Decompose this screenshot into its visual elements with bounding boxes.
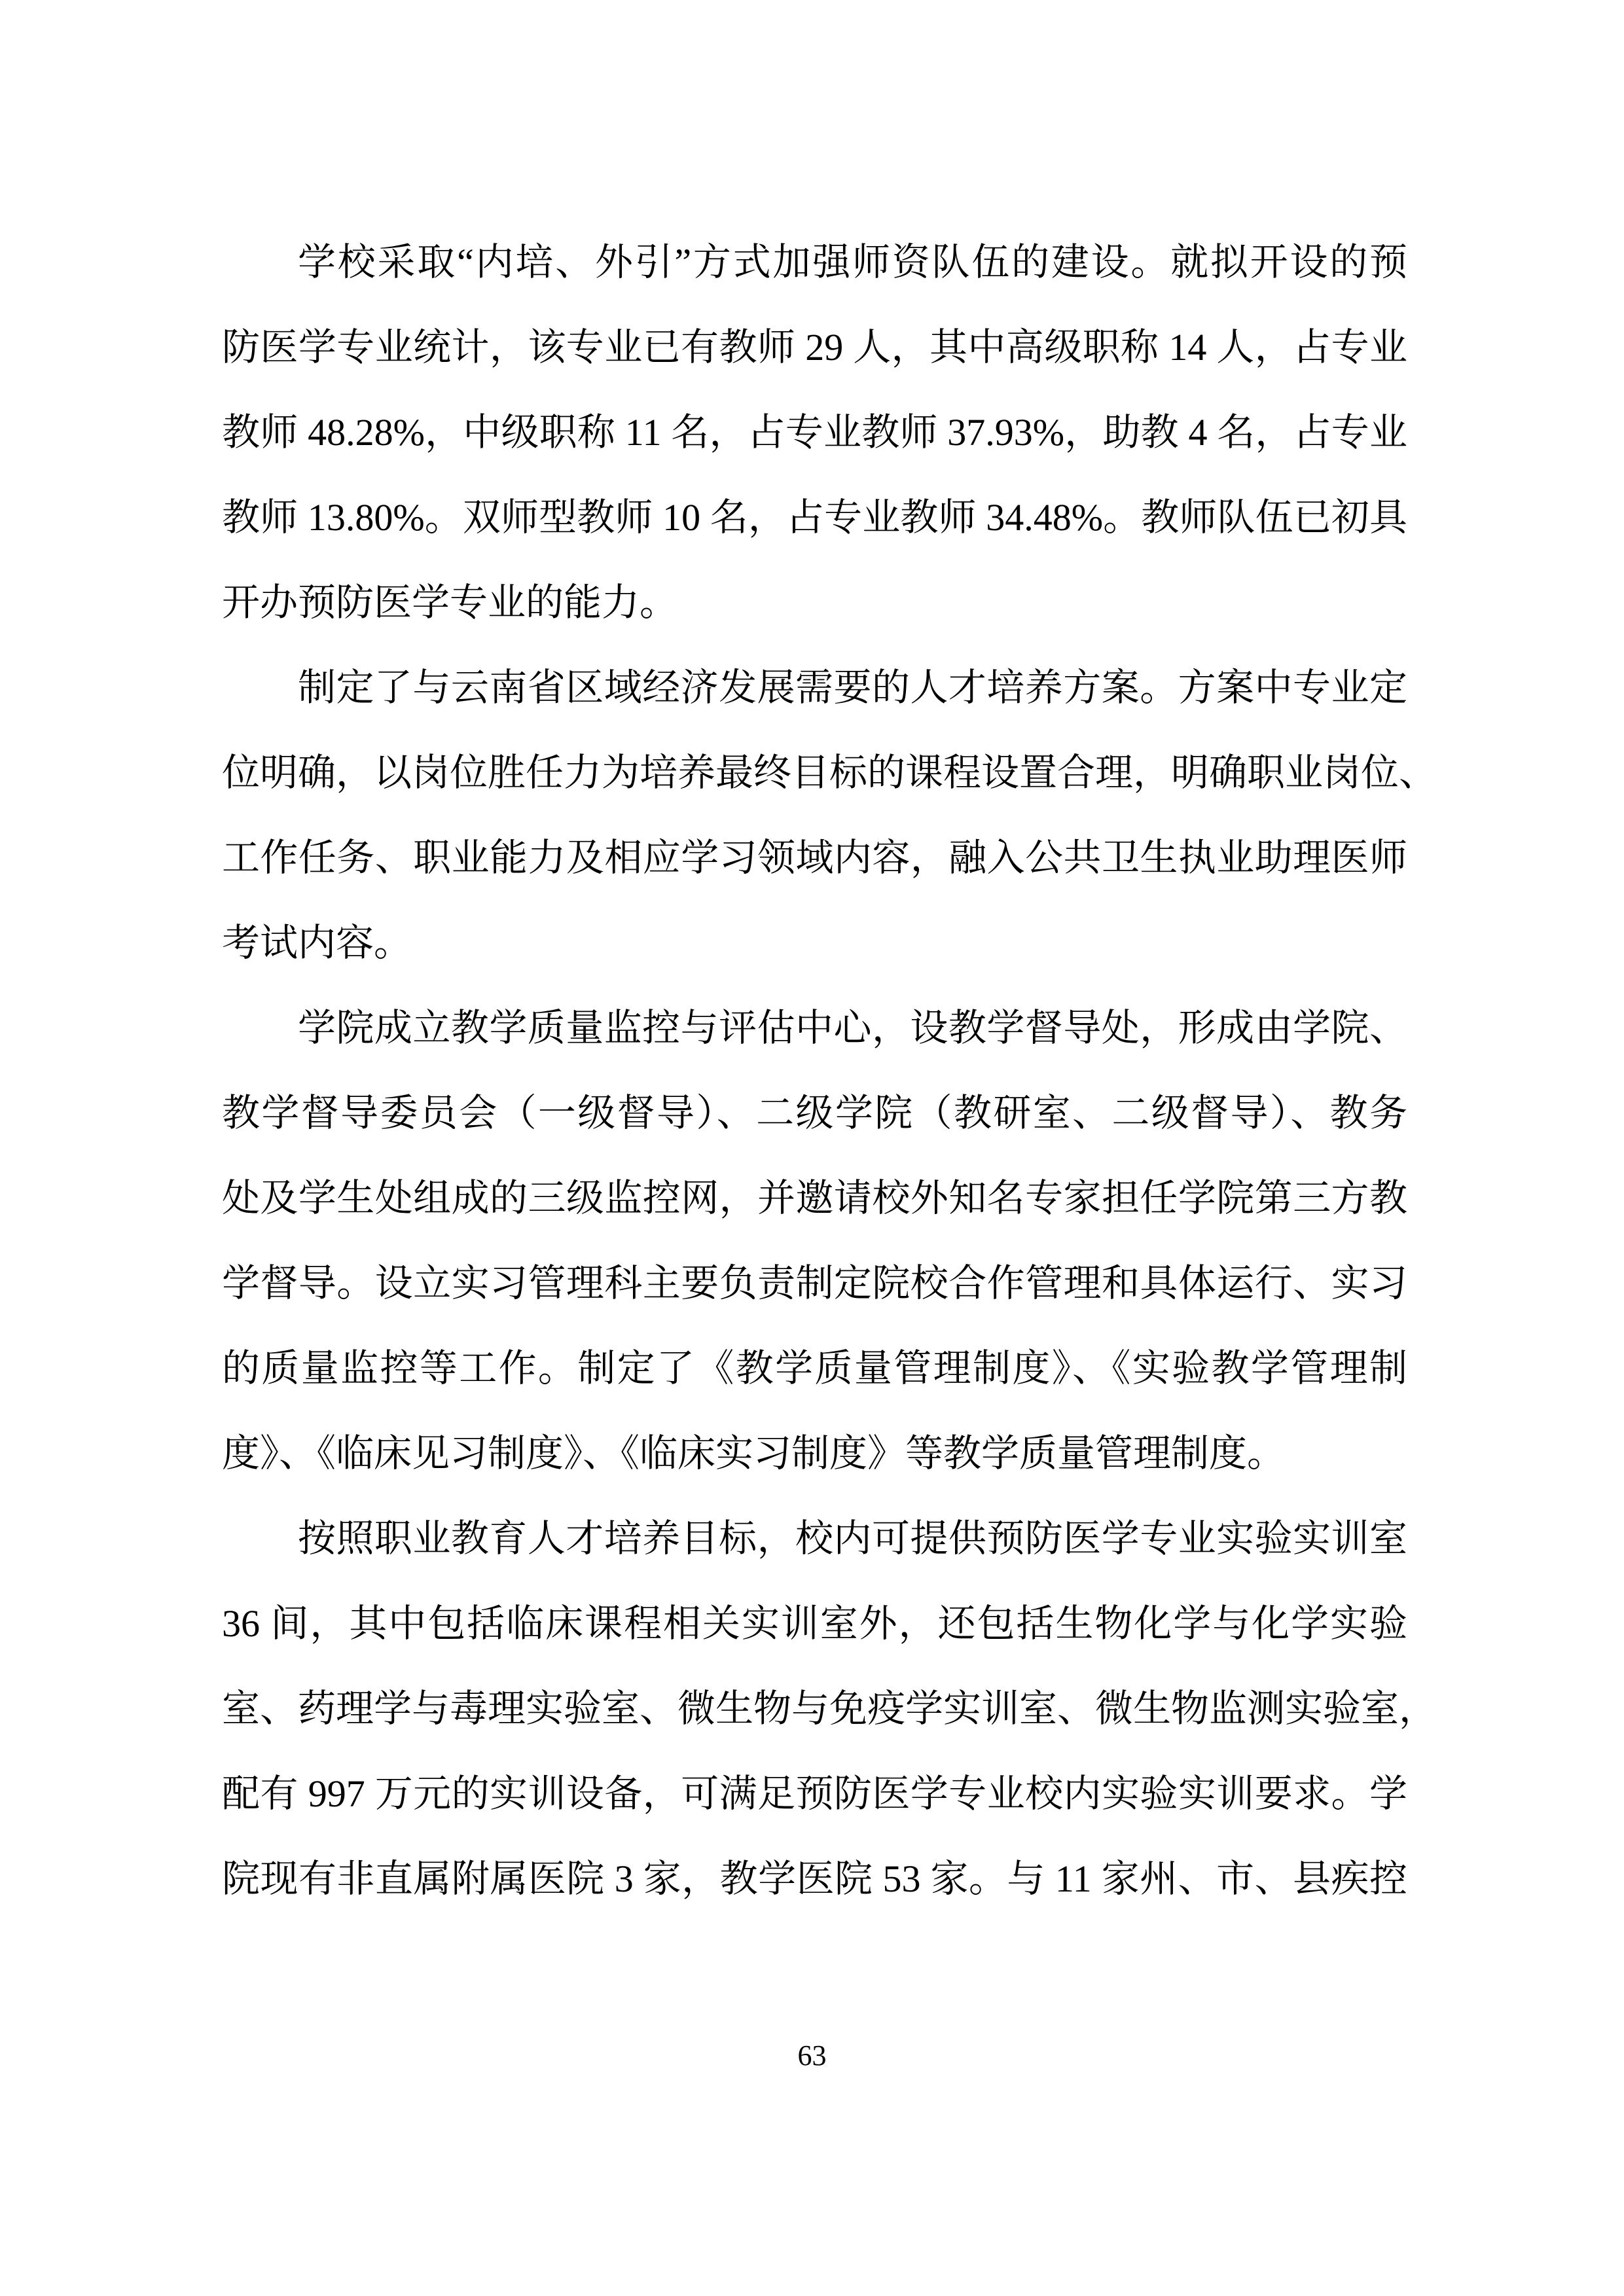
text-line: 位明确，以岗位胜任力为培养最终目标的课程设置合理，明确职业岗位、	[222, 751, 1437, 794]
text-line: 院现有非直属附属医院 3 家，教学医院 53 家。与 11 家州、市、县疾控	[222, 1857, 1407, 1900]
text-line: 制定了与云南省区域经济发展需要的人才培养方案。方案中专业定	[298, 666, 1407, 709]
text-line: 防医学专业统计，该专业已有教师 29 人，其中高级职称 14 人，占专业	[222, 326, 1407, 368]
text-line: 教师 48.28%，中级职称 11 名，占专业教师 37.93%，助教 4 名，占专业	[222, 411, 1407, 454]
text-line: 配有 997 万元的实训设备，可满足预防医学专业校内实验实训要求。学	[222, 1772, 1407, 1815]
text-line: 室、药理学与毒理实验室、微生物与免疫学实训室、微生物监测实验室，	[222, 1687, 1437, 1730]
text-line: 处及学生处组成的三级监控网，并邀请校外知名专家担任学院第三方教	[222, 1177, 1407, 1219]
text-line: 学督导。设立实习管理科主要负责制定院校合作管理和具体运行、实习	[222, 1262, 1407, 1304]
text-line: 按照职业教育人才培养目标，校内可提供预防医学专业实验实训室	[298, 1517, 1407, 1560]
text-line: 度》、《临床见习制度》、《临床实习制度》等教学质量管理制度。	[222, 1432, 1286, 1475]
text-line: 教学督导委员会（一级督导）、二级学院（教研室、二级督导）、教务	[222, 1092, 1407, 1134]
page-number: 63	[797, 2039, 827, 2072]
text-line: 36 间，其中包括临床课程相关实训室外，还包括生物化学与化学实验	[222, 1602, 1407, 1645]
text-line: 开办预防医学专业的能力。	[222, 581, 678, 624]
text-line: 学校采取“内培、外引”方式加强师资队伍的建设。就拟开设的预	[298, 241, 1407, 283]
text-line: 考试内容。	[222, 922, 412, 964]
text-line: 的质量监控等工作。制定了《教学质量管理制度》、《实验教学管理制	[222, 1347, 1407, 1390]
text-line: 学院成立教学质量监控与评估中心，设教学督导处，形成由学院、	[298, 1007, 1407, 1049]
document-body	[222, 220, 1437, 1922]
text-line: 教师 13.80%。双师型教师 10 名，占专业教师 34.48%。教师队伍已初具	[222, 496, 1407, 539]
text-line: 工作任务、职业能力及相应学习领域内容，融入公共卫生执业助理医师	[222, 836, 1407, 879]
